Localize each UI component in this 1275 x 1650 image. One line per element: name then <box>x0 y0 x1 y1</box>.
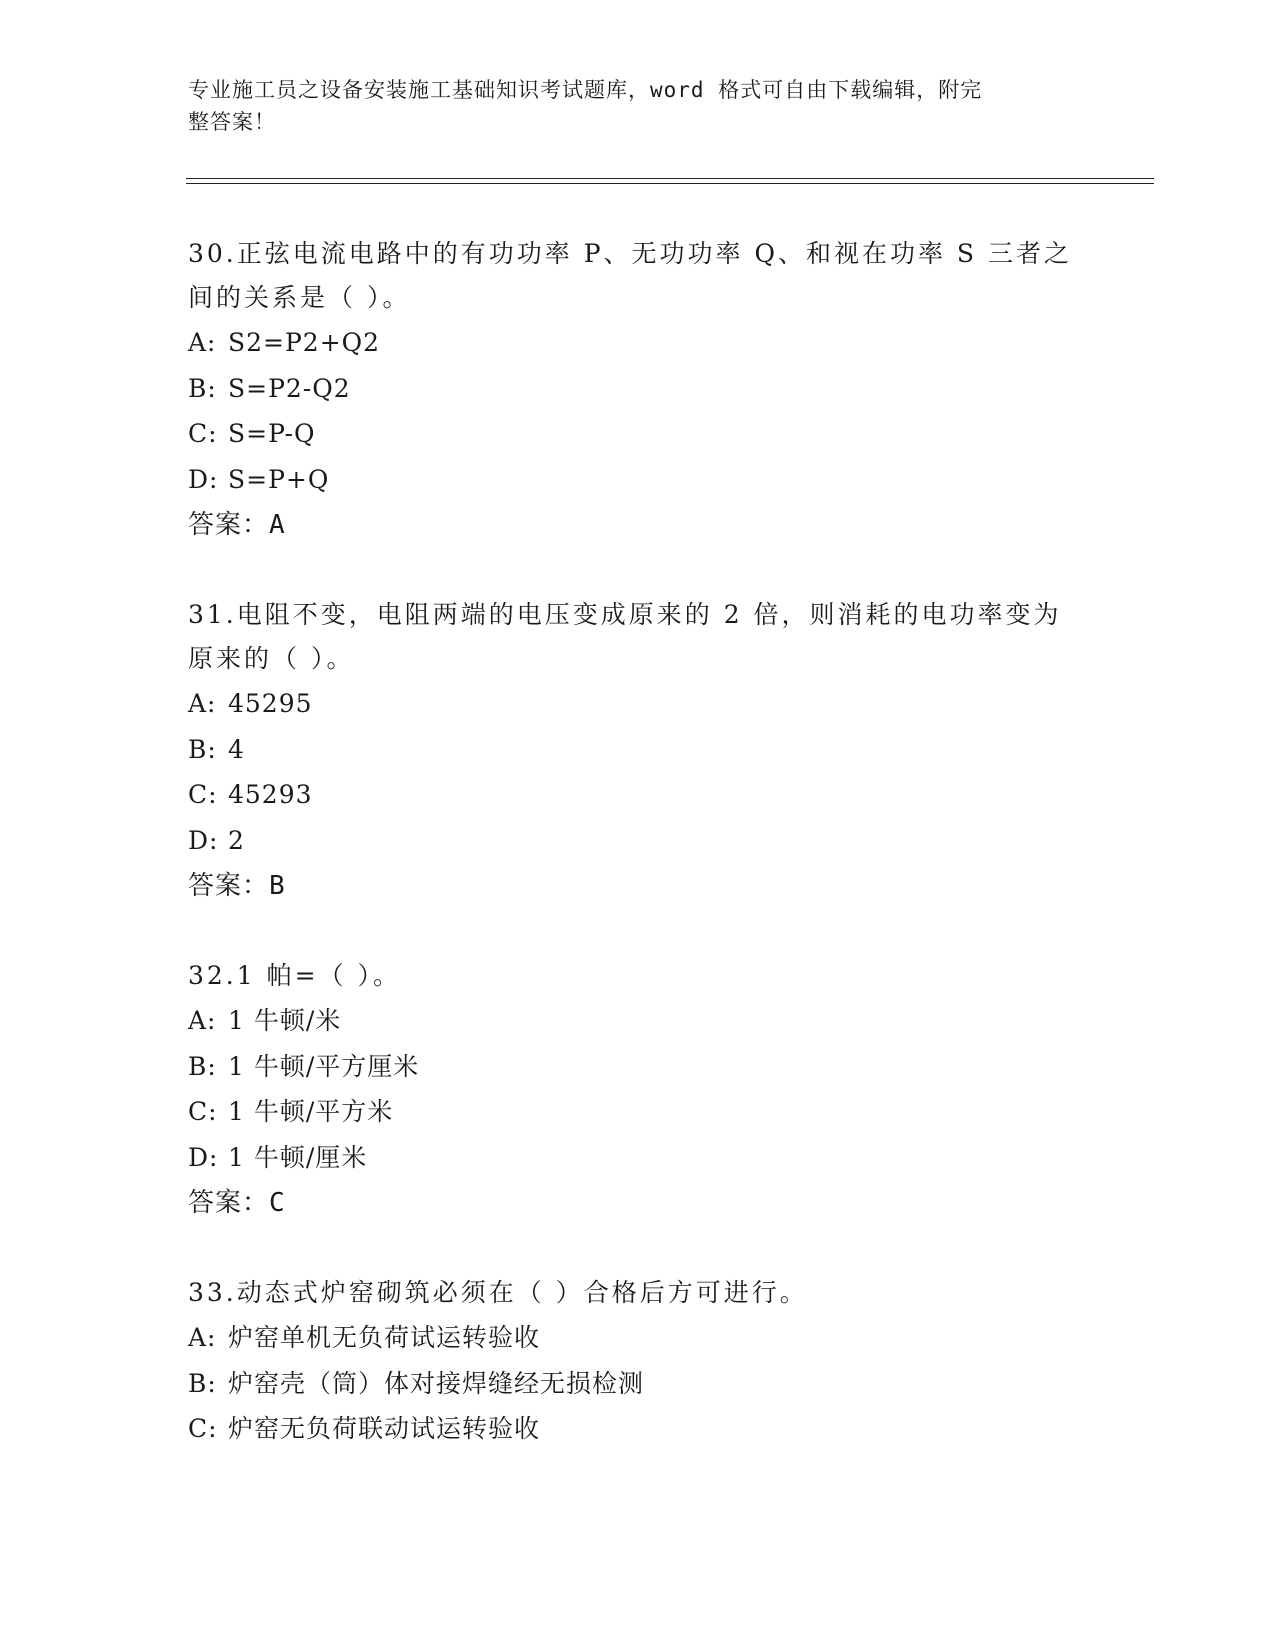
question-stem <box>188 593 1088 681</box>
option-key: C: <box>188 1414 218 1443</box>
option-d <box>188 1135 1088 1181</box>
question-stem-line: 33.动态式炉窑砌筑必须在（ ）合格后方可进行。 <box>188 1278 808 1307</box>
option-c <box>188 1089 1088 1135</box>
question-31 <box>188 593 1088 909</box>
option-b <box>188 1361 1088 1407</box>
header-divider-bottom <box>186 183 1154 184</box>
option-key: D: <box>188 825 219 855</box>
option-key: B: <box>188 734 217 764</box>
option-key: B: <box>188 373 217 403</box>
question-stem-line: 32.1 帕=（ ）。 <box>188 961 402 990</box>
option-a <box>188 681 1088 727</box>
document-header <box>188 74 1068 138</box>
option-key: D: <box>188 464 219 494</box>
option-a <box>188 1315 1088 1361</box>
option-text: 2 <box>228 825 245 855</box>
question-stem-line: 间的关系是（ ）。 <box>188 283 411 312</box>
option-text: 炉窑壳（筒）体对接焊缝经无损检测 <box>228 1368 645 1398</box>
question-stem-line: 31.电阻不变，电阻两端的电压变成原来的 2 倍，则消耗的电功率变为 <box>188 600 1062 629</box>
option-key: A: <box>188 1006 217 1035</box>
option-c <box>188 1406 1088 1452</box>
option-text: 45295 <box>228 689 313 718</box>
option-d <box>188 457 1088 503</box>
header-line-2: 整答案！ <box>188 110 276 134</box>
option-text: 炉窑单机无负荷试运转验收 <box>228 1323 541 1352</box>
option-key: A: <box>188 689 217 718</box>
option-text: 1 牛顿/平方米 <box>228 1097 394 1126</box>
question-33 <box>188 1271 1088 1452</box>
option-text: 1 牛顿/平方厘米 <box>228 1051 420 1081</box>
option-text: S2=P2+Q2 <box>228 328 381 357</box>
answer-text: 答案：C <box>188 1188 286 1218</box>
option-text: 1 牛顿/厘米 <box>228 1142 368 1172</box>
question-30 <box>188 232 1088 548</box>
option-c <box>188 411 1088 457</box>
question-stem <box>188 1271 1088 1315</box>
option-key: B: <box>188 1051 217 1081</box>
question-list <box>188 232 1088 1497</box>
option-text: 45293 <box>228 780 313 809</box>
option-text: S=P2-Q2 <box>228 373 351 403</box>
question-32 <box>188 954 1088 1226</box>
question-stem <box>188 954 1088 998</box>
option-key: B: <box>188 1368 217 1398</box>
option-key: A: <box>188 328 217 357</box>
option-text: S=P-Q <box>228 419 316 448</box>
option-text: 4 <box>228 734 245 764</box>
header-divider-top <box>186 178 1154 179</box>
option-c <box>188 772 1088 818</box>
option-b <box>188 1044 1088 1090</box>
option-text: 1 牛顿/米 <box>228 1006 342 1035</box>
option-b <box>188 366 1088 412</box>
header-line-1: 专业施工员之设备安装施工基础知识考试题库，word 格式可自由下载编辑，附完 <box>188 78 983 102</box>
question-stem-line: 原来的（ ）。 <box>188 644 355 673</box>
option-text: S=P+Q <box>228 464 330 494</box>
option-text: 炉窑无负荷联动试运转验收 <box>228 1414 541 1443</box>
answer-text: 答案：A <box>188 510 286 540</box>
question-stem-line: 30.正弦电流电路中的有功功率 P、无功功率 Q、和视在功率 S 三者之 <box>188 239 1072 268</box>
option-key: C: <box>188 1097 218 1126</box>
option-a <box>188 320 1088 366</box>
question-stem <box>188 232 1088 320</box>
option-d <box>188 818 1088 864</box>
option-key: C: <box>188 780 218 809</box>
option-key: D: <box>188 1142 219 1172</box>
option-b <box>188 727 1088 773</box>
option-a <box>188 998 1088 1044</box>
option-key: C: <box>188 419 218 448</box>
option-key: A: <box>188 1323 217 1352</box>
answer-text: 答案：B <box>188 871 286 901</box>
